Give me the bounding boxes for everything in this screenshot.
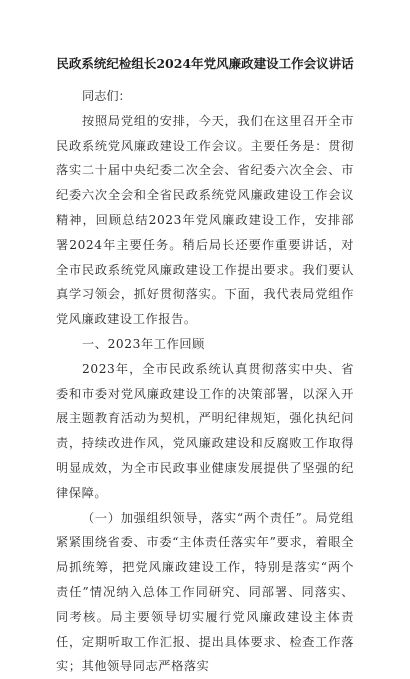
paragraph-organization-leadership: （一）加强组织领导，落实“两个责任”。局党组紧紧围绕省委、市委“主体责任落实年”要求，着眼全局抓统筹，把党风廉政建设工作，特别是落实“两个责任”情况纳入总体工作同研究、同部署、同落实、同考核。局主要领导切实履行党风廉政建设主体责任，定期听取工作汇报、提出具体要求、检查工作落实；其他领导同志严格落实 (56, 510, 354, 674)
section-heading-2023-review: 一、2023年工作回顾 (82, 336, 205, 351)
document-title: 民政系统纪检组长2024年党风廉政建设工作会议讲话 (56, 56, 354, 71)
paragraph-2023-summary: 2023年，全市民政系统认真贯彻落实中央、省委和市委对党风廉政建设工作的决策部署，以深入开展主题教育活动为契机，严明纪律规矩，强化执纪问责，持续改进作风，党风廉政建设和反腐败工作取得明显成效，为全市民政事业健康发展提供了坚强的纪律保障。 (56, 361, 354, 500)
greeting: 同志们： (82, 89, 131, 103)
paragraph-intro: 按照局党组的安排，今天，我们在这里召开全市民政系统党风廉政建设工作会议。主要任务是：贯彻落实二十届中央纪委二次全会、省纪委六次全会、市纪委六次全会和全省民政系统党风廉政建设工作会议精神，回顾总结2023年党风廉政建设工作，安排部署2024年主要任务。稍后局长还要作重要讲话，对全市民政系统党风廉政建设工作提出要求。我们要认真学习领会，抓好贯彻落实。下面，我代表局党组作党风廉政建设工作报告。 (56, 113, 354, 327)
